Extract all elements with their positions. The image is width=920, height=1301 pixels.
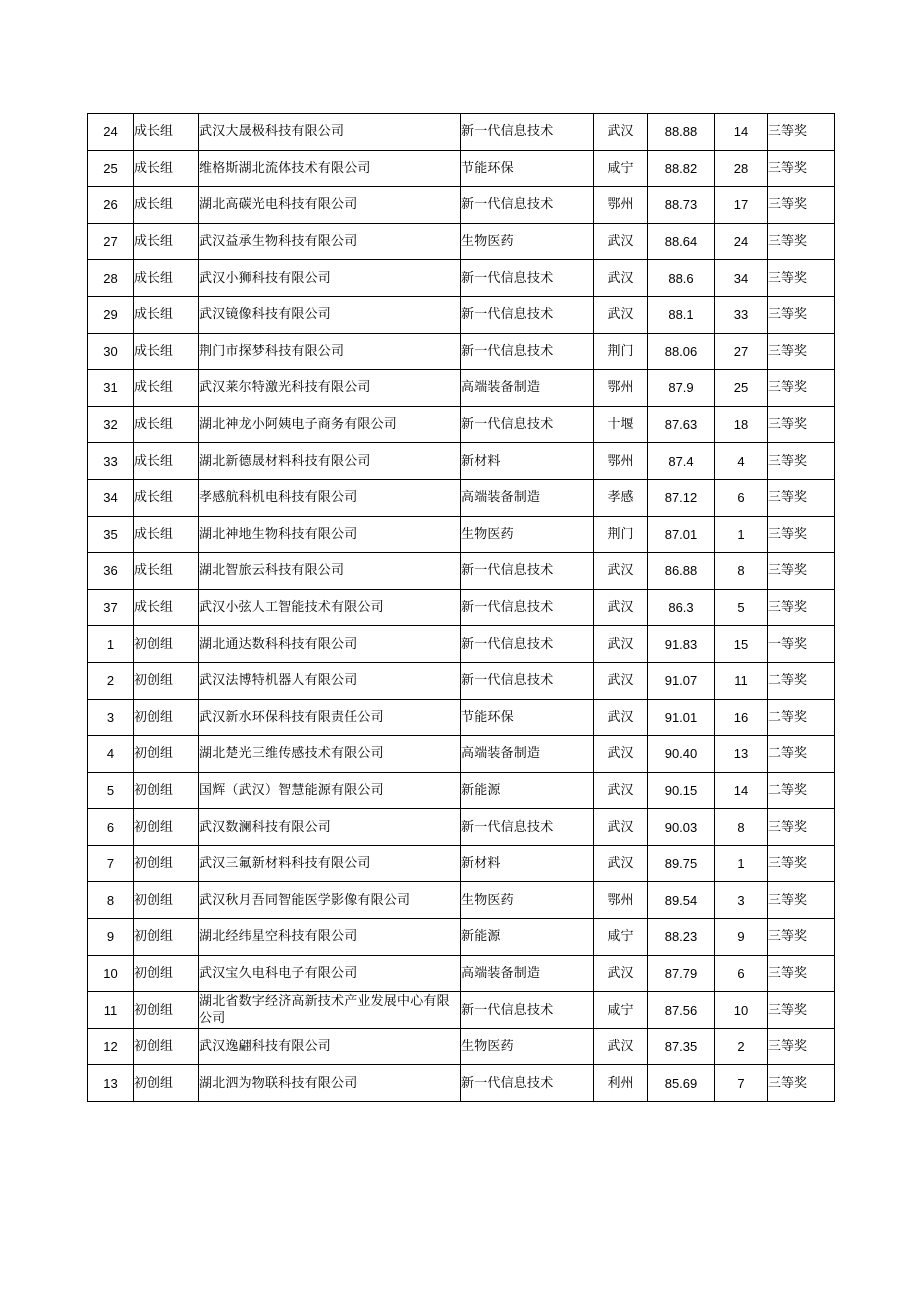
industry-field: 新能源 — [461, 772, 594, 809]
award-cell: 二等奖 — [768, 662, 835, 699]
row-number: 10 — [88, 955, 134, 992]
rank-cell: 5 — [715, 589, 768, 626]
row-number: 30 — [88, 333, 134, 370]
score-cell: 86.3 — [648, 589, 715, 626]
row-number: 12 — [88, 1028, 134, 1065]
industry-field: 高端装备制造 — [461, 955, 594, 992]
company-name: 武汉大晟极科技有限公司 — [199, 114, 461, 151]
score-cell: 85.69 — [648, 1065, 715, 1102]
table-row — [88, 370, 835, 407]
row-number: 1 — [88, 626, 134, 663]
group-cell: 成长组 — [134, 516, 199, 553]
score-cell: 90.03 — [648, 809, 715, 846]
table-row — [88, 479, 835, 516]
award-cell: 二等奖 — [768, 699, 835, 736]
rank-cell: 24 — [715, 223, 768, 260]
industry-field: 新能源 — [461, 919, 594, 956]
region-cell: 鄂州 — [594, 882, 648, 919]
rank-cell: 9 — [715, 919, 768, 956]
rank-cell: 15 — [715, 626, 768, 663]
company-name: 武汉莱尔特激光科技有限公司 — [199, 370, 461, 407]
rank-cell: 1 — [715, 516, 768, 553]
rank-cell: 27 — [715, 333, 768, 370]
group-cell: 成长组 — [134, 370, 199, 407]
industry-field: 新一代信息技术 — [461, 406, 594, 443]
row-number: 31 — [88, 370, 134, 407]
award-cell: 三等奖 — [768, 114, 835, 151]
company-name: 湖北经纬星空科技有限公司 — [199, 919, 461, 956]
industry-field: 生物医药 — [461, 223, 594, 260]
company-name: 武汉宝久电科电子有限公司 — [199, 955, 461, 992]
industry-field: 新材料 — [461, 443, 594, 480]
group-cell: 成长组 — [134, 296, 199, 333]
award-cell: 三等奖 — [768, 553, 835, 590]
region-cell: 武汉 — [594, 845, 648, 882]
score-cell: 89.54 — [648, 882, 715, 919]
group-cell: 初创组 — [134, 955, 199, 992]
group-cell: 初创组 — [134, 992, 199, 1029]
company-name: 湖北新德晟材料科技有限公司 — [199, 443, 461, 480]
company-name: 湖北省数字经济高新技术产业发展中心有限公司 — [199, 992, 461, 1029]
score-cell: 88.88 — [648, 114, 715, 151]
row-number: 26 — [88, 187, 134, 224]
row-number: 7 — [88, 845, 134, 882]
company-name: 湖北楚光三维传感技术有限公司 — [199, 736, 461, 773]
score-cell: 88.6 — [648, 260, 715, 297]
score-cell: 88.06 — [648, 333, 715, 370]
group-cell: 初创组 — [134, 809, 199, 846]
region-cell: 武汉 — [594, 223, 648, 260]
award-cell: 三等奖 — [768, 845, 835, 882]
group-cell: 初创组 — [134, 626, 199, 663]
award-cell: 一等奖 — [768, 626, 835, 663]
region-cell: 咸宁 — [594, 992, 648, 1029]
industry-field: 生物医药 — [461, 882, 594, 919]
score-cell: 90.15 — [648, 772, 715, 809]
table-row — [88, 1065, 835, 1102]
group-cell: 成长组 — [134, 333, 199, 370]
region-cell: 武汉 — [594, 1028, 648, 1065]
industry-field: 新一代信息技术 — [461, 187, 594, 224]
industry-field: 新一代信息技术 — [461, 553, 594, 590]
award-cell: 三等奖 — [768, 1065, 835, 1102]
group-cell: 成长组 — [134, 479, 199, 516]
award-cell: 三等奖 — [768, 406, 835, 443]
group-cell: 初创组 — [134, 772, 199, 809]
score-cell: 91.01 — [648, 699, 715, 736]
rank-cell: 3 — [715, 882, 768, 919]
row-number: 37 — [88, 589, 134, 626]
region-cell: 武汉 — [594, 662, 648, 699]
industry-field: 高端装备制造 — [461, 370, 594, 407]
score-cell: 89.75 — [648, 845, 715, 882]
table-row — [88, 150, 835, 187]
table-row — [88, 736, 835, 773]
award-cell: 三等奖 — [768, 333, 835, 370]
rank-cell: 14 — [715, 114, 768, 151]
table-row — [88, 553, 835, 590]
group-cell: 初创组 — [134, 736, 199, 773]
group-cell: 初创组 — [134, 845, 199, 882]
table-row — [88, 699, 835, 736]
rank-cell: 10 — [715, 992, 768, 1029]
region-cell: 武汉 — [594, 589, 648, 626]
group-cell: 成长组 — [134, 187, 199, 224]
row-number: 27 — [88, 223, 134, 260]
rank-cell: 1 — [715, 845, 768, 882]
company-name: 湖北泗为物联科技有限公司 — [199, 1065, 461, 1102]
table-row — [88, 809, 835, 846]
score-cell: 87.63 — [648, 406, 715, 443]
rank-cell: 34 — [715, 260, 768, 297]
rank-cell: 14 — [715, 772, 768, 809]
industry-field: 新一代信息技术 — [461, 589, 594, 626]
row-number: 25 — [88, 150, 134, 187]
row-number: 6 — [88, 809, 134, 846]
row-number: 2 — [88, 662, 134, 699]
score-cell: 88.73 — [648, 187, 715, 224]
industry-field: 新一代信息技术 — [461, 626, 594, 663]
region-cell: 荆门 — [594, 333, 648, 370]
award-cell: 三等奖 — [768, 296, 835, 333]
region-cell: 武汉 — [594, 736, 648, 773]
group-cell: 初创组 — [134, 1028, 199, 1065]
row-number: 5 — [88, 772, 134, 809]
table-row — [88, 772, 835, 809]
rank-cell: 4 — [715, 443, 768, 480]
company-name: 武汉逸翩科技有限公司 — [199, 1028, 461, 1065]
row-number: 3 — [88, 699, 134, 736]
region-cell: 武汉 — [594, 955, 648, 992]
region-cell: 武汉 — [594, 809, 648, 846]
rank-cell: 2 — [715, 1028, 768, 1065]
award-cell: 二等奖 — [768, 736, 835, 773]
award-cell: 三等奖 — [768, 589, 835, 626]
group-cell: 初创组 — [134, 699, 199, 736]
rank-cell: 6 — [715, 955, 768, 992]
row-number: 8 — [88, 882, 134, 919]
award-cell: 三等奖 — [768, 223, 835, 260]
company-name: 武汉小狮科技有限公司 — [199, 260, 461, 297]
award-cell: 三等奖 — [768, 919, 835, 956]
region-cell: 鄂州 — [594, 370, 648, 407]
table-row — [88, 919, 835, 956]
company-name: 湖北神龙小阿姨电子商务有限公司 — [199, 406, 461, 443]
region-cell: 武汉 — [594, 553, 648, 590]
company-name: 国辉（武汉）智慧能源有限公司 — [199, 772, 461, 809]
row-number: 36 — [88, 553, 134, 590]
region-cell: 鄂州 — [594, 443, 648, 480]
company-name: 湖北通达数科科技有限公司 — [199, 626, 461, 663]
company-name: 湖北智旅云科技有限公司 — [199, 553, 461, 590]
industry-field: 节能环保 — [461, 699, 594, 736]
table-row — [88, 662, 835, 699]
table-row — [88, 406, 835, 443]
score-cell: 86.88 — [648, 553, 715, 590]
award-cell: 三等奖 — [768, 479, 835, 516]
row-number: 24 — [88, 114, 134, 151]
rank-cell: 18 — [715, 406, 768, 443]
company-name: 武汉秋月吾同智能医学影像有限公司 — [199, 882, 461, 919]
row-number: 29 — [88, 296, 134, 333]
row-number: 13 — [88, 1065, 134, 1102]
award-cell: 三等奖 — [768, 992, 835, 1029]
award-cell: 三等奖 — [768, 1028, 835, 1065]
award-cell: 三等奖 — [768, 955, 835, 992]
group-cell: 成长组 — [134, 443, 199, 480]
region-cell: 鄂州 — [594, 187, 648, 224]
group-cell: 初创组 — [134, 1065, 199, 1102]
rank-cell: 13 — [715, 736, 768, 773]
industry-field: 节能环保 — [461, 150, 594, 187]
score-cell: 87.9 — [648, 370, 715, 407]
award-cell: 三等奖 — [768, 370, 835, 407]
rank-cell: 16 — [715, 699, 768, 736]
industry-field: 新一代信息技术 — [461, 114, 594, 151]
score-cell: 88.82 — [648, 150, 715, 187]
table-row — [88, 955, 835, 992]
group-cell: 成长组 — [134, 150, 199, 187]
industry-field: 生物医药 — [461, 516, 594, 553]
region-cell: 武汉 — [594, 699, 648, 736]
table-row — [88, 516, 835, 553]
industry-field: 新一代信息技术 — [461, 662, 594, 699]
table-row — [88, 845, 835, 882]
group-cell: 成长组 — [134, 589, 199, 626]
row-number: 28 — [88, 260, 134, 297]
rank-cell: 6 — [715, 479, 768, 516]
region-cell: 孝感 — [594, 479, 648, 516]
table-row — [88, 223, 835, 260]
award-table-body — [88, 114, 835, 1102]
group-cell: 成长组 — [134, 260, 199, 297]
score-cell: 91.07 — [648, 662, 715, 699]
company-name: 武汉益承生物科技有限公司 — [199, 223, 461, 260]
row-number: 34 — [88, 479, 134, 516]
table-row — [88, 882, 835, 919]
region-cell: 武汉 — [594, 626, 648, 663]
industry-field: 新一代信息技术 — [461, 333, 594, 370]
score-cell: 87.12 — [648, 479, 715, 516]
score-cell: 87.01 — [648, 516, 715, 553]
region-cell: 武汉 — [594, 772, 648, 809]
company-name: 湖北高碳光电科技有限公司 — [199, 187, 461, 224]
award-cell: 三等奖 — [768, 882, 835, 919]
table-row — [88, 260, 835, 297]
company-name: 荆门市探梦科技有限公司 — [199, 333, 461, 370]
award-table — [87, 113, 835, 1102]
industry-field: 高端装备制造 — [461, 736, 594, 773]
industry-field: 生物医药 — [461, 1028, 594, 1065]
table-row — [88, 992, 835, 1029]
score-cell: 87.4 — [648, 443, 715, 480]
rank-cell: 11 — [715, 662, 768, 699]
company-name: 维格斯湖北流体技术有限公司 — [199, 150, 461, 187]
row-number: 11 — [88, 992, 134, 1029]
group-cell: 成长组 — [134, 114, 199, 151]
region-cell: 咸宁 — [594, 919, 648, 956]
region-cell: 十堰 — [594, 406, 648, 443]
score-cell: 88.64 — [648, 223, 715, 260]
region-cell: 咸宁 — [594, 150, 648, 187]
rank-cell: 8 — [715, 809, 768, 846]
table-row — [88, 114, 835, 151]
region-cell: 利州 — [594, 1065, 648, 1102]
award-cell: 三等奖 — [768, 809, 835, 846]
company-name: 湖北神地生物科技有限公司 — [199, 516, 461, 553]
score-cell: 91.83 — [648, 626, 715, 663]
award-cell: 三等奖 — [768, 187, 835, 224]
table-row — [88, 443, 835, 480]
industry-field: 新材料 — [461, 845, 594, 882]
industry-field: 新一代信息技术 — [461, 1065, 594, 1102]
award-cell: 三等奖 — [768, 260, 835, 297]
table-row — [88, 1028, 835, 1065]
row-number: 33 — [88, 443, 134, 480]
rank-cell: 33 — [715, 296, 768, 333]
score-cell: 87.56 — [648, 992, 715, 1029]
table-row — [88, 333, 835, 370]
score-cell: 90.40 — [648, 736, 715, 773]
table-row — [88, 589, 835, 626]
rank-cell: 7 — [715, 1065, 768, 1102]
industry-field: 新一代信息技术 — [461, 296, 594, 333]
rank-cell: 28 — [715, 150, 768, 187]
rank-cell: 25 — [715, 370, 768, 407]
group-cell: 成长组 — [134, 406, 199, 443]
award-cell: 三等奖 — [768, 516, 835, 553]
group-cell: 初创组 — [134, 882, 199, 919]
row-number: 9 — [88, 919, 134, 956]
group-cell: 成长组 — [134, 223, 199, 260]
row-number: 35 — [88, 516, 134, 553]
region-cell: 荆门 — [594, 516, 648, 553]
region-cell: 武汉 — [594, 296, 648, 333]
award-cell: 三等奖 — [768, 150, 835, 187]
award-cell: 二等奖 — [768, 772, 835, 809]
region-cell: 武汉 — [594, 114, 648, 151]
company-name: 武汉三氟新材料科技有限公司 — [199, 845, 461, 882]
rank-cell: 8 — [715, 553, 768, 590]
company-name: 武汉新水环保科技有限责任公司 — [199, 699, 461, 736]
company-name: 武汉小弦人工智能技术有限公司 — [199, 589, 461, 626]
industry-field: 新一代信息技术 — [461, 260, 594, 297]
group-cell: 初创组 — [134, 919, 199, 956]
company-name: 武汉法博特机器人有限公司 — [199, 662, 461, 699]
row-number: 4 — [88, 736, 134, 773]
table-row — [88, 626, 835, 663]
group-cell: 成长组 — [134, 553, 199, 590]
table-row — [88, 296, 835, 333]
industry-field: 新一代信息技术 — [461, 809, 594, 846]
industry-field: 高端装备制造 — [461, 479, 594, 516]
rank-cell: 17 — [715, 187, 768, 224]
company-name: 武汉镜像科技有限公司 — [199, 296, 461, 333]
score-cell: 88.1 — [648, 296, 715, 333]
score-cell: 87.79 — [648, 955, 715, 992]
table-row — [88, 187, 835, 224]
region-cell: 武汉 — [594, 260, 648, 297]
company-name: 武汉数澜科技有限公司 — [199, 809, 461, 846]
award-cell: 三等奖 — [768, 443, 835, 480]
company-name: 孝感航科机电科技有限公司 — [199, 479, 461, 516]
row-number: 32 — [88, 406, 134, 443]
industry-field: 新一代信息技术 — [461, 992, 594, 1029]
score-cell: 88.23 — [648, 919, 715, 956]
score-cell: 87.35 — [648, 1028, 715, 1065]
group-cell: 初创组 — [134, 662, 199, 699]
